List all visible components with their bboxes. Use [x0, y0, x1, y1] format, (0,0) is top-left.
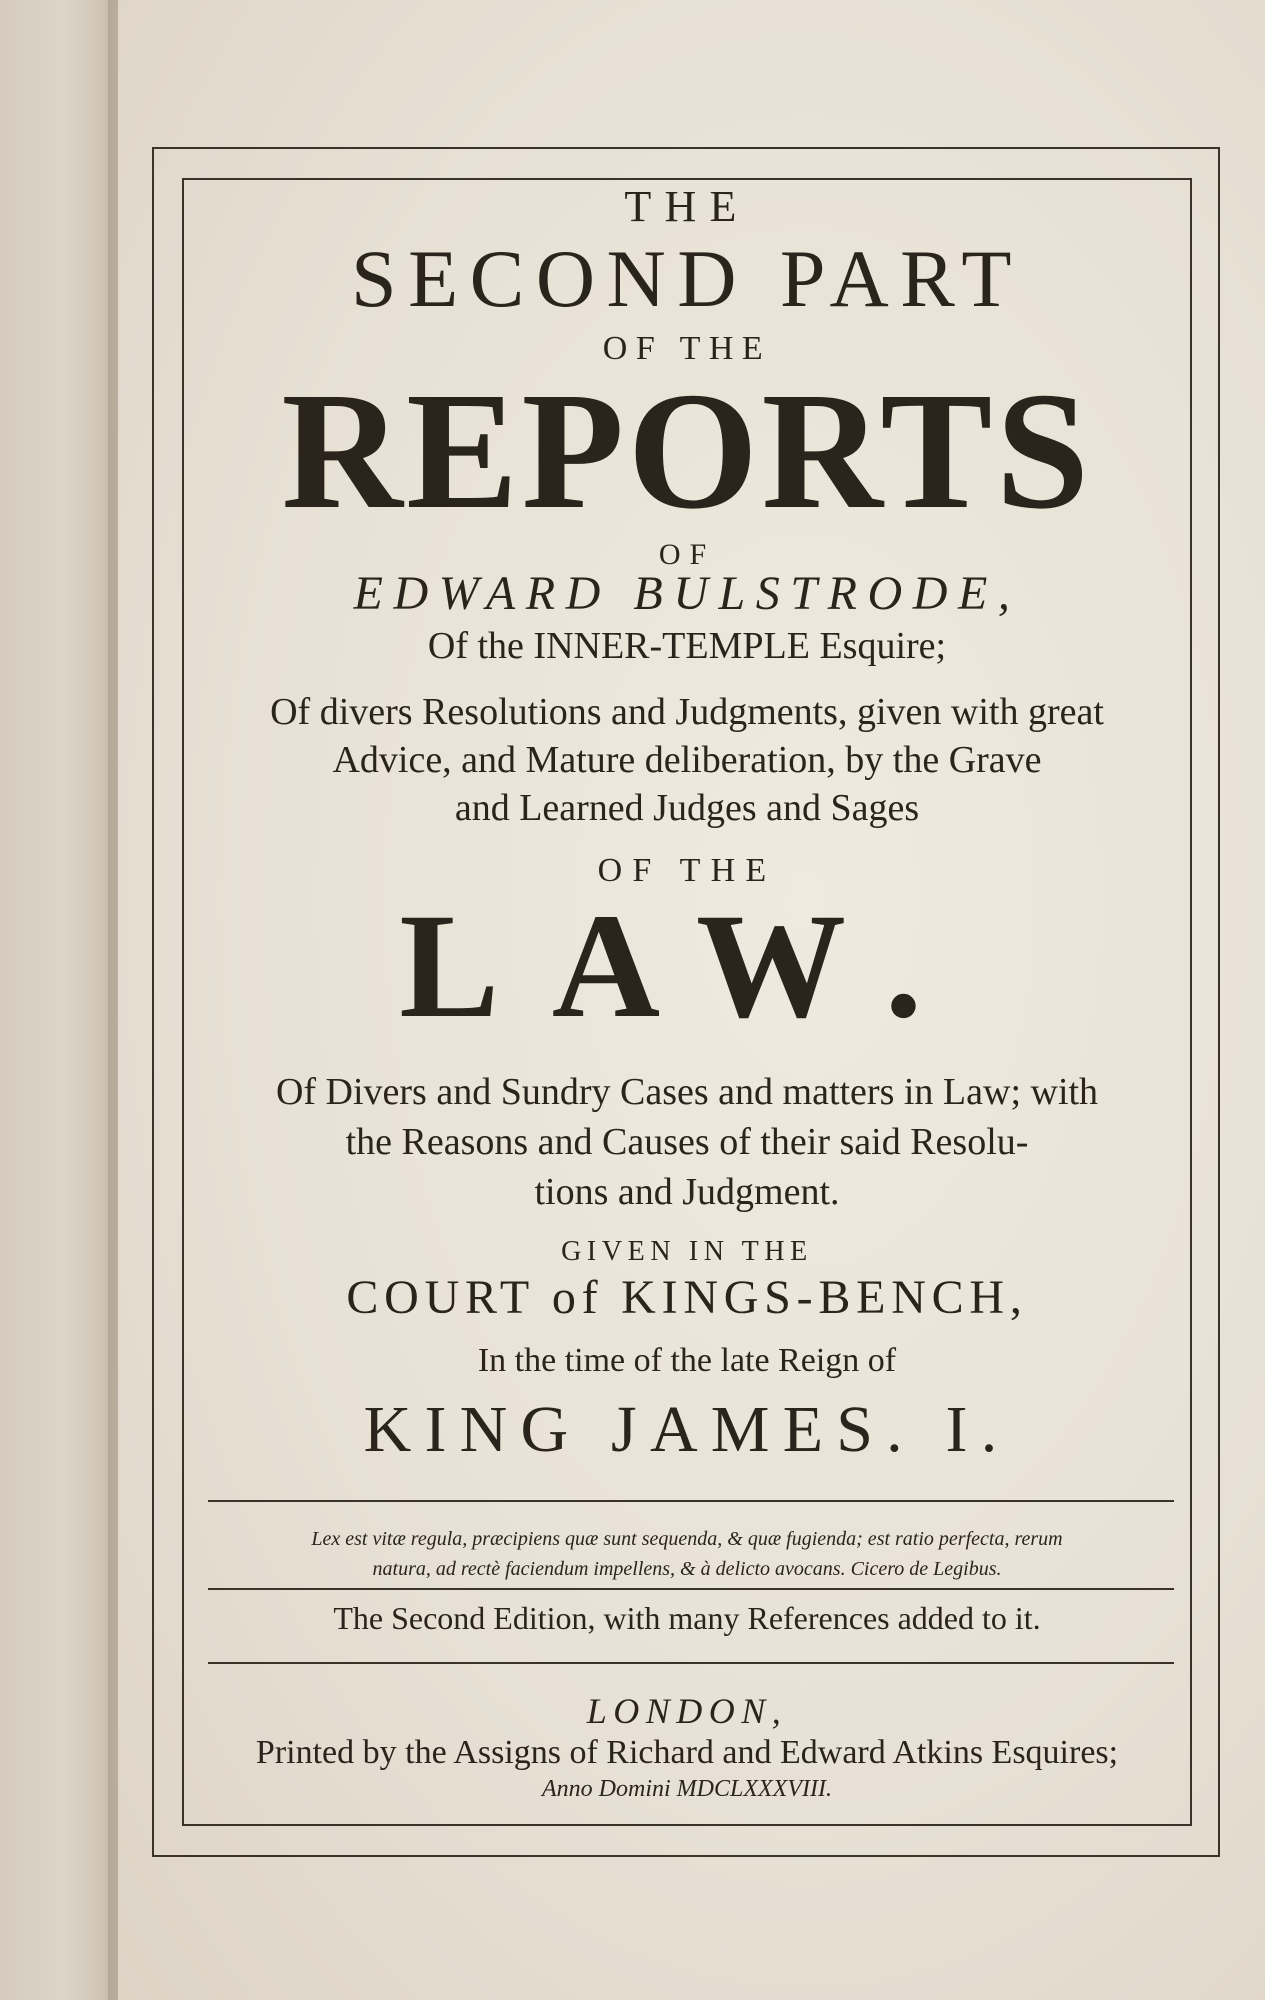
description-line-2: Advice, and Mature deliberation, by the Grave: [332, 739, 1042, 781]
king-name: KING JAMES. I.: [363, 1393, 1011, 1466]
given-in-the: GIVEN IN THE: [561, 1236, 813, 1267]
title-the: THE: [624, 182, 750, 231]
rule-below-edition: [208, 1662, 1174, 1664]
description-line-3: and Learned Judges and Sages: [454, 787, 920, 829]
of-the-law-heading: OF THE: [597, 852, 777, 889]
author-name: EDWARD BULSTRODE,: [353, 567, 1021, 620]
epigraph-line-2: natura, ad rectè faciendum impellens, & à delicto avocans. Cicero de Legibus.: [372, 1558, 1002, 1580]
rule-above-edition: [208, 1588, 1174, 1590]
title-reports: REPORTS: [281, 358, 1093, 544]
left-page-edge: [0, 0, 118, 2000]
title-of: OF: [658, 538, 716, 571]
description-line-1: Of divers Resolutions and Judgments, given with great: [270, 691, 1104, 733]
edition-line: The Second Edition, with many References added to it.: [333, 1600, 1041, 1636]
rule-above-epigraph: [208, 1500, 1174, 1502]
epigraph-line-1: Lex est vitæ regula, præcipiens quæ sunt sequenda, & quæ fugienda; est ratio perfecta, rerum: [311, 1528, 1063, 1550]
reign-line: In the time of the late Reign of: [477, 1342, 897, 1379]
author-affiliation: Of the INNER-TEMPLE Esquire;: [427, 625, 947, 667]
cases-line-1: Of Divers and Sundry Cases and matters in Law; with: [275, 1071, 1099, 1113]
title-of-the: OF THE: [602, 330, 772, 367]
title-second-part: SECOND PART: [351, 233, 1023, 324]
cases-line-2: the Reasons and Causes of their said Resolu-: [345, 1121, 1029, 1163]
court-name: COURT of KINGS-BENCH,: [346, 1271, 1028, 1324]
imprint-date: Anno Domini MDCLXXXVIII.: [542, 1776, 832, 1802]
imprint-place: LONDON,: [586, 1691, 788, 1731]
imprint-printer: Printed by the Assigns of Richard and Edward Atkins Esquires;: [255, 1734, 1119, 1771]
title-law: LAW.: [399, 883, 975, 1049]
cases-line-3: tions and Judgment.: [534, 1171, 840, 1213]
